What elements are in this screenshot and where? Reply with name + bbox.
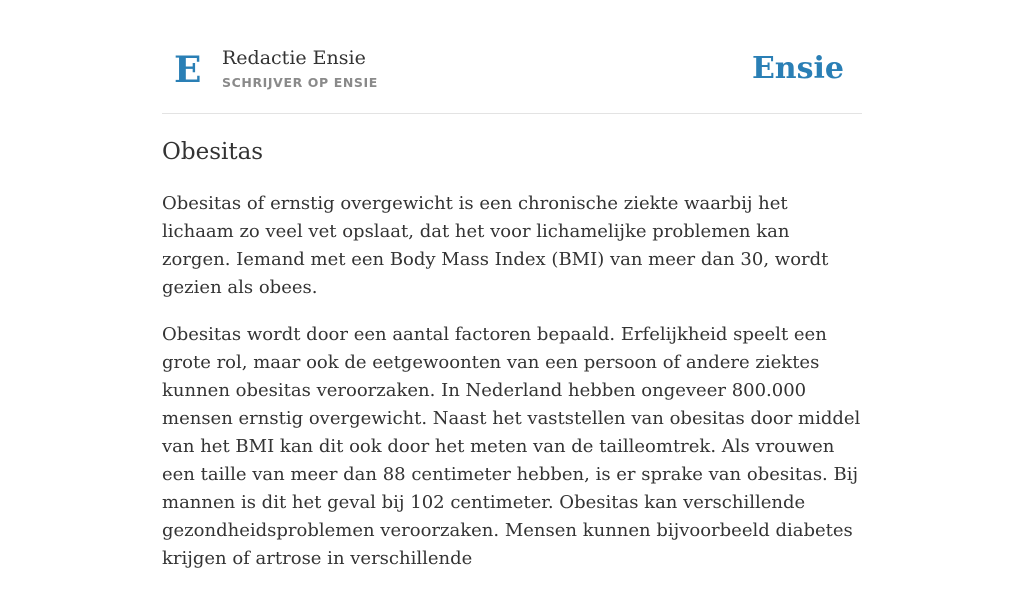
article-paragraph: Obesitas wordt door een aantal factoren bepaald. Erfelijkheid speelt een grote rol, maar ook de eetgewoonten van een persoon of andere ziektes kunnen obesitas veroorzaken. In Nederland hebben ongeveer 800.000 mensen ernstig overgewicht. Naast het vaststellen van obesitas door middel van het BMI kan dit ook door het meten van de tailleomtrek. Als vrouwen een taille van meer dan 88 centimeter hebben, is er sprake van obesitas. Bij mannen is dit het geval bij 102 centimeter. Obesitas kan verschillende gezondheidsproblemen veroorzaken. Mensen kunnen bijvoorbeeld diabetes krijgen of artrose in verschillende [162, 324, 861, 569]
article-paragraph: Obesitas of ernstig overgewicht is een chronische ziekte waarbij het lichaam zo veel vet opslaat, dat het voor lichamelijke problemen kan zorgen. Iemand met een Body Mass Index (BMI) van meer dan 30, wordt gezien als obees. [162, 193, 829, 298]
article-title: Obesitas [162, 139, 264, 165]
brand-logo[interactable]: Ensie [751, 51, 844, 86]
author-header [162, 40, 862, 114]
author-logo: E [174, 49, 202, 91]
article-body [162, 190, 862, 592]
author-role: SCHRIJVER OP ENSIE [222, 75, 378, 90]
author-name[interactable]: Redactie Ensie [222, 47, 366, 69]
